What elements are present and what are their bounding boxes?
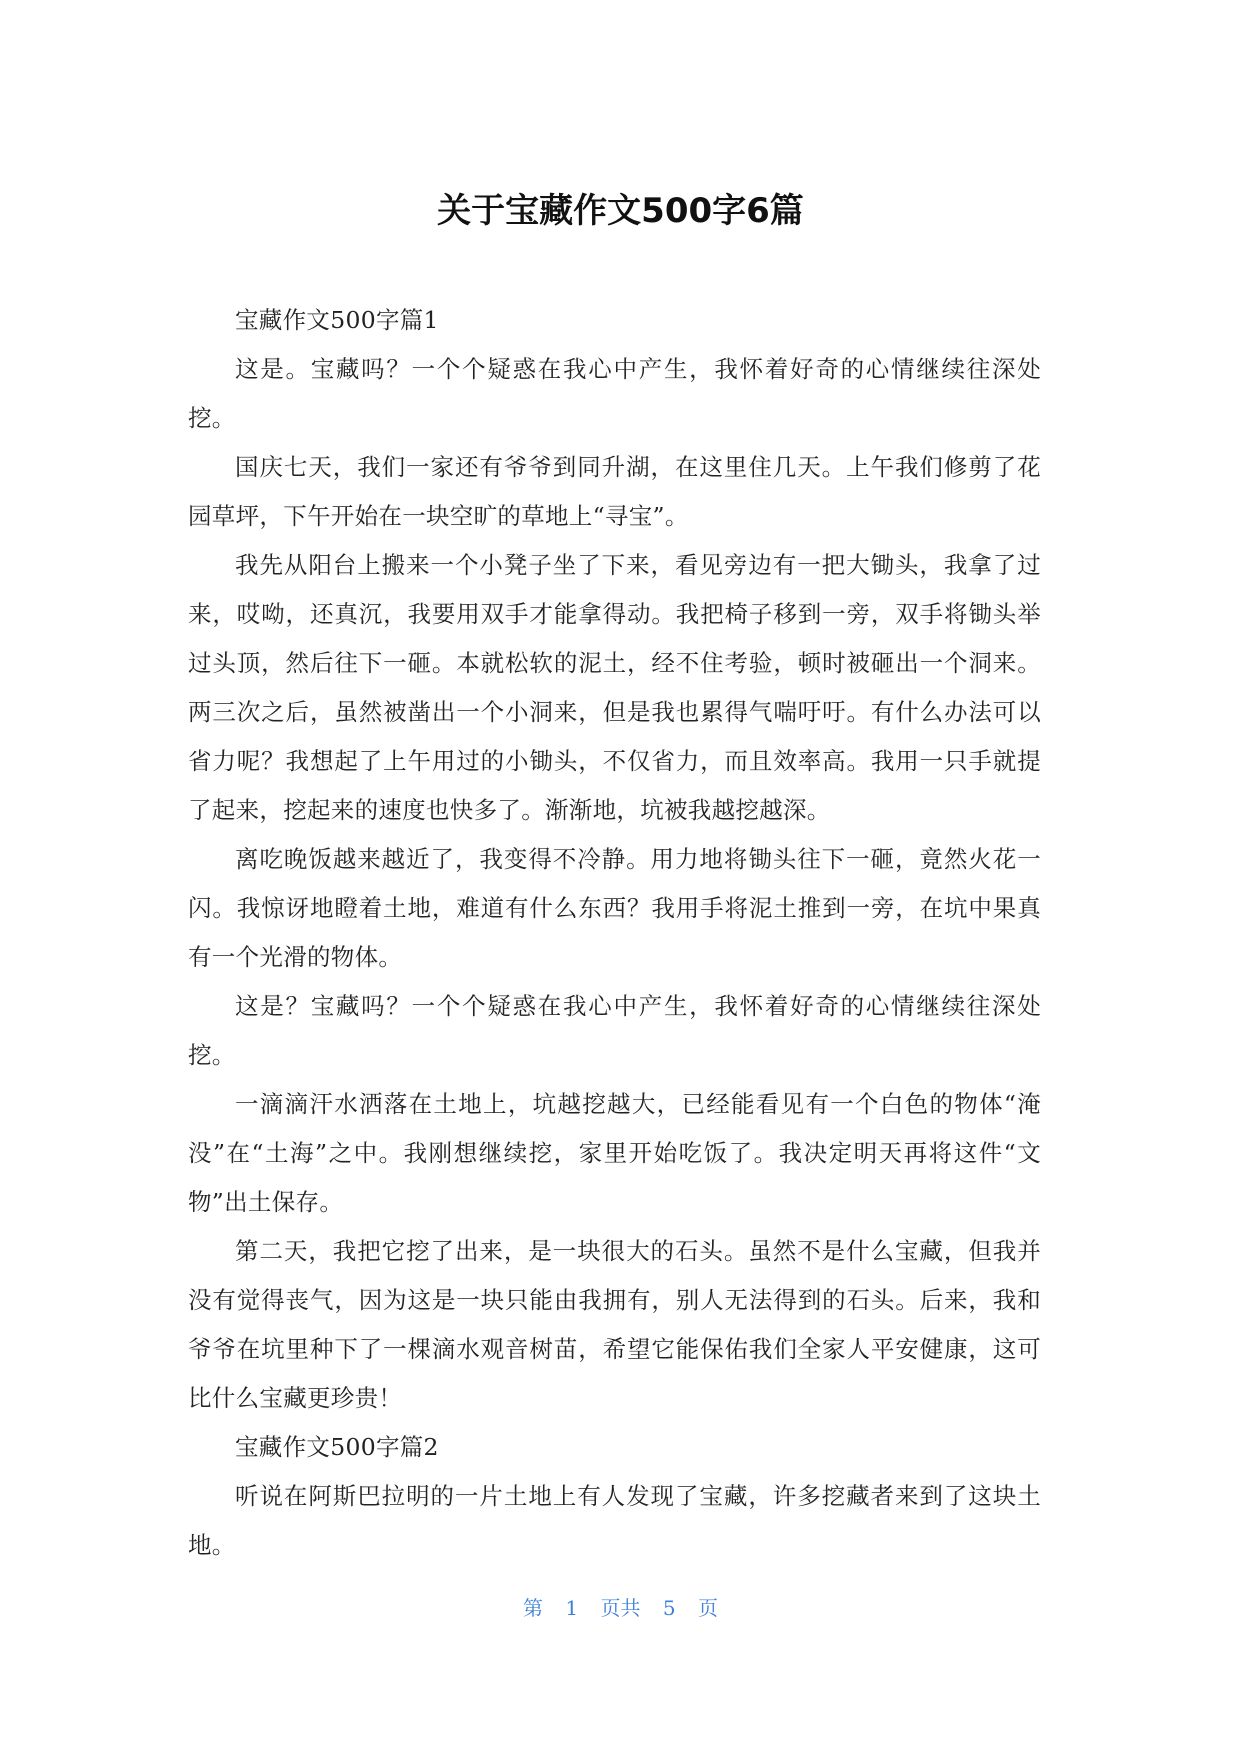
paragraph: 这是？宝藏吗？一个个疑惑在我心中产生，我怀着好奇的心情继续往深处挖。 [188,992,1041,1069]
footer-total-pages: 5 [662,1596,676,1620]
footer-current-page: 1 [565,1596,579,1620]
page-number-footer [0,1593,1241,1623]
section-heading-2: 宝藏作文500字篇2 [235,1433,439,1461]
paragraph: 离吃晚饭越来越近了，我变得不冷静。用力地将锄头往下一砸，竟然火花一闪。我惊讶地瞪着土地，难道有什么东西？我用手将泥土推到一旁，在坑中果真有一个光滑的物体。 [188,845,1041,971]
document-body [188,296,1041,1570]
footer-prefix: 第 [523,1596,544,1620]
footer-suffix: 页 [697,1596,718,1620]
document-title: 关于宝藏作文500字6篇 [437,191,804,231]
paragraph: 一滴滴汗水洒落在土地上，坑越挖越大，已经能看见有一个白色的物体“淹没”在“土海”之中。我刚想继续挖，家里开始吃饭了。我决定明天再将这件“文物”出土保存。 [188,1090,1041,1216]
section-heading-1: 宝藏作文500字篇1 [235,306,439,334]
paragraph: 这是。宝藏吗？一个个疑惑在我心中产生，我怀着好奇的心情继续往深处挖。 [188,355,1041,432]
paragraph: 第二天，我把它挖了出来，是一块很大的石头。虽然不是什么宝藏，但我并没有觉得丧气，因为这是一块只能由我拥有，别人无法得到的石头。后来，我和爷爷在坑里种下了一棵滴水观音树苗，希望它能保佑我们全家人平安健康，这可比什么宝藏更珍贵！ [188,1237,1041,1412]
paragraph: 我先从阳台上搬来一个小凳子坐了下来，看见旁边有一把大锄头，我拿了过来，哎呦，还真沉，我要用双手才能拿得动。我把椅子移到一旁，双手将锄头举过头顶，然后往下一砸。本就松软的泥土，经不住考验，顿时被砸出一个洞来。两三次之后，虽然被凿出一个小洞来，但是我也累得气喘吁吁。有什么办法可以省力呢？我想起了上午用过的小锄头，不仅省力，而且效率高。我用一只手就提了起来，挖起来的速度也快多了。渐渐地，坑被我越挖越深。 [188,551,1041,824]
footer-middle: 页共 [600,1596,641,1620]
paragraph: 国庆七天，我们一家还有爷爷到同升湖，在这里住几天。上午我们修剪了花园草坪，下午开始在一块空旷的草地上“寻宝”。 [188,453,1041,530]
paragraph: 听说在阿斯巴拉明的一片土地上有人发现了宝藏，许多挖藏者来到了这块土地。 [188,1482,1041,1559]
